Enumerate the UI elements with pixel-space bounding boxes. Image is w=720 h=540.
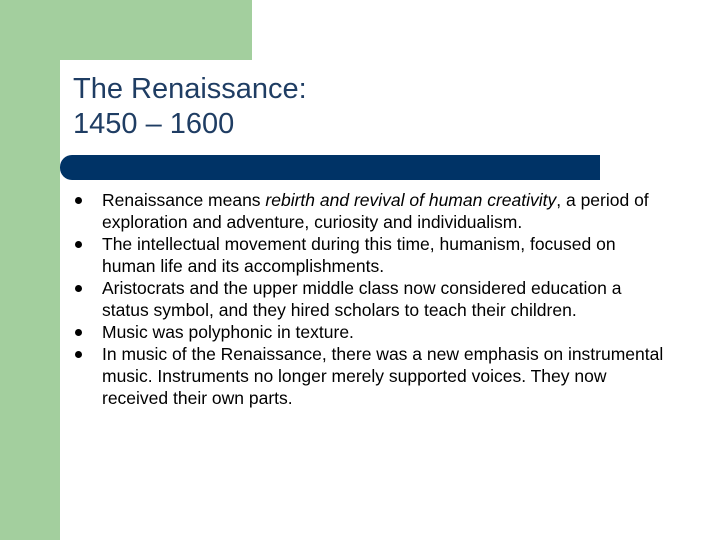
- bullet-item: [72, 189, 672, 233]
- slide-title-line-2: 1450 – 1600: [73, 108, 235, 140]
- bullet-item: [72, 343, 672, 409]
- bullet-text-post: , a period of exploration and adventure, curiosity and individualism.: [102, 190, 649, 232]
- bullet-dot-icon: [75, 197, 82, 204]
- bullet-text: Aristocrats and the upper middle class now considered education a status symbol, and they hired scholars to teach their children.: [102, 278, 622, 320]
- bullet-item: [72, 233, 672, 277]
- bullet-item: [72, 277, 672, 321]
- bullet-text: In music of the Renaissance, there was a new emphasis on instrumental music. Instruments no longer merely supported voices. They now received their own parts.: [102, 344, 664, 408]
- bullet-text-pre: Renaissance means: [102, 190, 266, 210]
- bullet-item: [72, 321, 672, 343]
- bullet-list: [72, 189, 672, 409]
- bullet-text-emphasis: rebirth and revival of human creativity: [265, 190, 557, 210]
- bullet-text: The intellectual movement during this time, humanism, focused on human life and its accomplishments.: [102, 234, 616, 276]
- bullet-dot-icon: [75, 241, 82, 248]
- bullet-dot-icon: [75, 351, 82, 358]
- decorative-green-sidebar: [0, 0, 60, 540]
- bullet-text: Music was polyphonic in texture.: [102, 322, 354, 342]
- slide-title-line-1: The Renaissance:: [73, 73, 307, 105]
- decorative-green-header: [0, 0, 252, 60]
- bullet-dot-icon: [75, 329, 82, 336]
- title-divider-bar: [60, 155, 600, 180]
- slide-title: [73, 72, 307, 142]
- bullet-dot-icon: [75, 285, 82, 292]
